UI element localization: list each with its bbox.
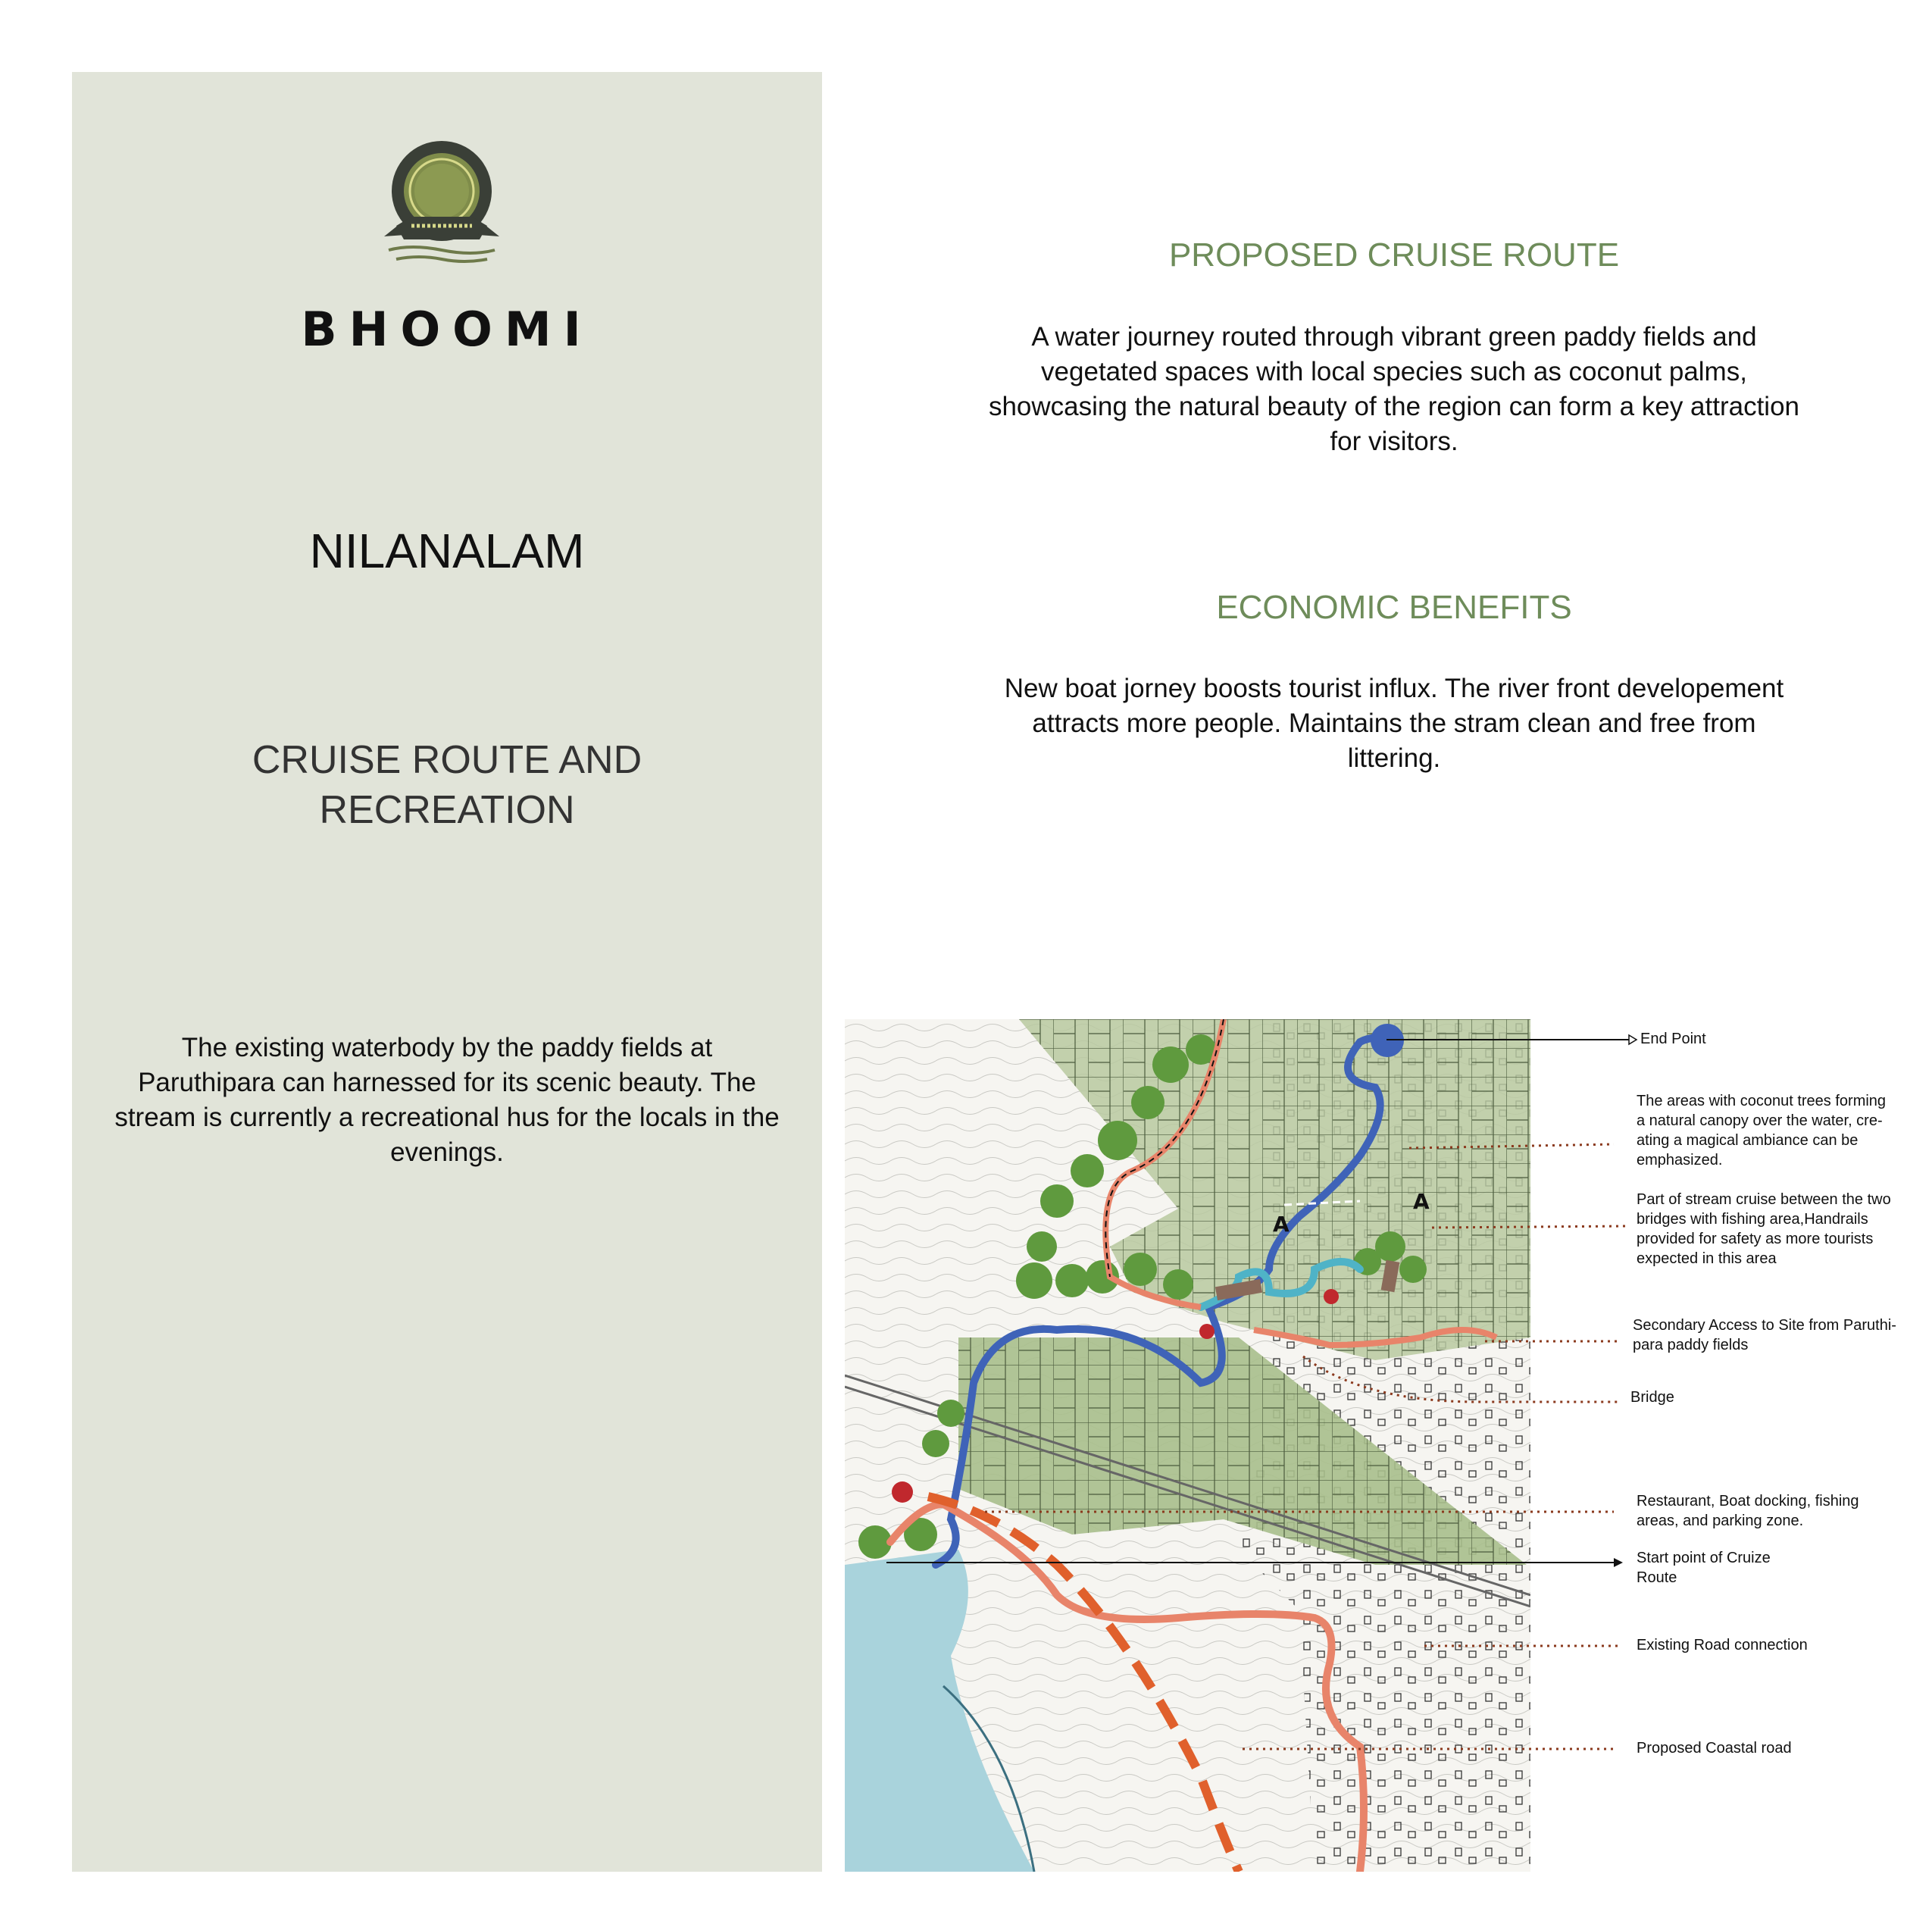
section-marker-left: A <box>1273 1212 1290 1237</box>
place-title: NILANALAM <box>309 524 585 578</box>
cruise-route-text: A water journey routed through vibrant green paddy fields and vegetated spaces with local species such as coconut palms, showcasing the natural beauty of the region can form a key attraction for visitors. <box>988 322 1800 456</box>
label-end-point: End Point <box>1640 1031 1706 1047</box>
label-existing-road: Existing Road connection <box>1637 1637 1808 1653</box>
label-restaurant <box>1637 1491 1859 1531</box>
brand-name: BHOOMI <box>301 302 593 357</box>
label-line: para paddy fields <box>1633 1337 1749 1353</box>
label-line: a natural canopy over the water, cre- <box>1637 1112 1883 1129</box>
label-stream-cruise <box>1637 1190 1891 1269</box>
arrow-icon <box>1614 1558 1623 1567</box>
label-line: The areas with coconut trees forming <box>1637 1093 1887 1109</box>
label-coastal-road: Proposed Coastal road <box>1637 1740 1792 1757</box>
label-line: Start point of Cruize <box>1637 1550 1771 1566</box>
label-line: areas, and parking zone. <box>1637 1513 1804 1529</box>
label-line: expected in this area <box>1637 1250 1777 1267</box>
section-marker-right: A <box>1413 1189 1430 1214</box>
label-line: Route <box>1637 1569 1677 1586</box>
label-coconut-canopy <box>1637 1091 1886 1170</box>
label-line: ating a magical ambiance can be <box>1637 1132 1859 1149</box>
site-map <box>845 1019 1530 1872</box>
arrow-icon <box>1629 1035 1637 1044</box>
access-point-marker <box>1199 1324 1215 1339</box>
start-point-marker <box>892 1481 913 1503</box>
label-line: Part of stream cruise between the two <box>1637 1191 1891 1208</box>
economic-benefits-heading: ECONOMIC BENEFITS <box>1216 589 1572 626</box>
label-line: provided for safety as more tourists <box>1637 1231 1874 1247</box>
label-line: emphasized. <box>1637 1152 1723 1168</box>
access-point-marker <box>1324 1289 1339 1304</box>
page-subtitle <box>72 735 822 835</box>
cruise-route-heading: PROPOSED CRUISE ROUTE <box>1168 236 1620 274</box>
sidebar-description: The existing waterbody by the paddy fields at Paruthipara can harnessed for its scenic beauty. The stream is currently a recreational hus for the locals in the evenings. <box>114 1033 780 1167</box>
label-line: Secondary Access to Site from Paruthi- <box>1633 1317 1896 1334</box>
subtitle-line: CRUISE ROUTE AND <box>252 738 642 782</box>
subtitle-line: RECREATION <box>319 788 575 832</box>
economic-benefits-text: New boat jorney boosts tourist influx. The river front developement attracts more people. Maintains the stram clean and free from littering. <box>1004 674 1784 773</box>
label-start-point <box>1637 1548 1771 1588</box>
label-secondary-access <box>1633 1316 1896 1355</box>
label-bridge: Bridge <box>1630 1389 1674 1406</box>
end-point-marker <box>1371 1024 1404 1057</box>
label-line: Restaurant, Boat docking, fishing <box>1637 1493 1859 1509</box>
label-line: bridges with fishing area,Handrails <box>1637 1211 1868 1228</box>
bhoomi-logo-icon <box>381 136 502 269</box>
